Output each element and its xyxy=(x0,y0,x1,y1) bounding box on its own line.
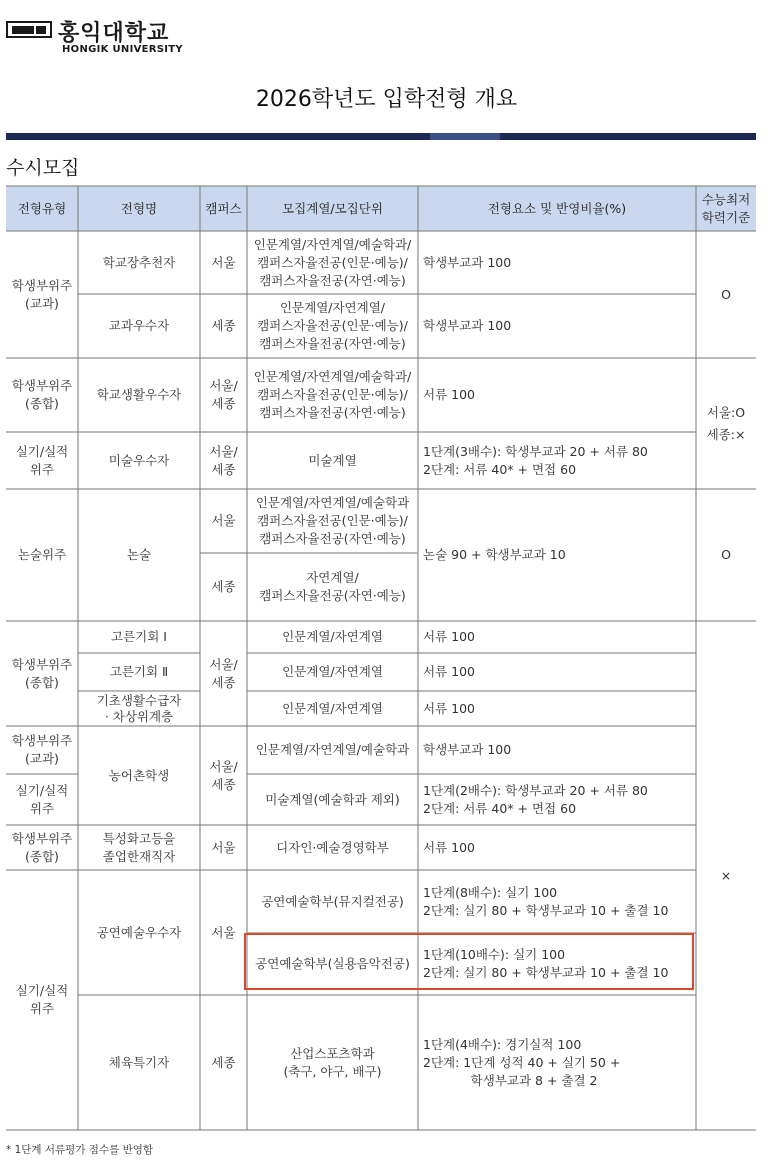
name-cell: 논술 xyxy=(126,547,152,562)
name-cell: 교과우수자 xyxy=(108,318,170,333)
element-cell: 논술 90 + 학생부교과 10 xyxy=(423,547,566,562)
unit-cell: 인문계열/자연계열/예술학과/ 캠퍼스자율전공(인문·예능)/ 캠퍼스자율전공(자연·예능) xyxy=(253,369,412,420)
name-cell: 기초생활수급자 · 차상위계층 xyxy=(96,692,182,724)
type-cell: 학생부위주 (교과) xyxy=(11,277,73,311)
campus-cell: 서울 xyxy=(211,839,236,855)
name-cell: 미술우수자 xyxy=(108,452,170,468)
unit-cell: 미술계열(예술학과 제외) xyxy=(265,791,400,807)
element-cell: 서류 100 xyxy=(423,387,475,402)
name-cell: 공연예술우수자 xyxy=(96,924,182,940)
min-standard-cell: × xyxy=(720,867,732,883)
type-cell: 학생부위주 (교과) xyxy=(11,733,73,766)
type-cell: 학생부위주 (종합) xyxy=(11,830,73,864)
unit-cell: 디자인·예술경영학부 xyxy=(276,839,389,855)
campus-cell: 서울 xyxy=(211,924,236,940)
document-title: 2026학년도 입학전형 개요 xyxy=(255,87,518,112)
unit-cell: 인문계열/자연계열 xyxy=(282,664,383,679)
min-standard-cell: O xyxy=(721,547,731,562)
campus-cell: 서울 xyxy=(211,254,236,270)
element-cell: 1단계(3배수): 학생부교과 20 + 서류 80 2단계: 서류 40* + 면접 60 xyxy=(423,443,648,477)
logo-english-text: HONGIK UNIVERSITY xyxy=(62,44,183,55)
campus-cell: 서울 xyxy=(211,513,236,528)
element-cell: 서류 100 xyxy=(423,700,475,716)
campus-cell: 서울/ 세종 xyxy=(209,656,238,690)
logo-korean-text: 홍익대학교 xyxy=(58,21,170,46)
campus-cell: 서울/ 세종 xyxy=(209,378,238,411)
campus-cell: 세종 xyxy=(211,1054,236,1070)
unit-cell: 인문계열/자연계열/ 캠퍼스자율전공(인문·예능)/ 캠퍼스자율전공(자연·예능) xyxy=(257,300,408,351)
element-cell: 1단계(8배수): 실기 100 2단계: 실기 80 + 학생부교과 10 + 출결 10 xyxy=(423,884,669,918)
header-min-standard: 수능최저 학력기준 xyxy=(701,191,751,225)
type-cell: 실기/실적 위주 xyxy=(15,443,69,477)
type-cell: 논술위주 xyxy=(17,547,67,562)
unit-cell: 자연계열/ 캠퍼스자율전공(자연·예능) xyxy=(259,570,406,603)
campus-cell: 세종 xyxy=(211,579,236,594)
section-title: 수시모집 xyxy=(6,157,80,179)
unit-cell: 인문계열/자연계열 xyxy=(282,700,383,716)
name-cell: 특성화고등을 졸업한재직자 xyxy=(102,830,176,864)
header-elements: 전형요소 및 반영비율(%) xyxy=(487,200,627,216)
name-cell: 체육특기자 xyxy=(108,1054,170,1070)
min-standard-cell: O xyxy=(721,286,731,302)
unit-cell: 공연예술학부(뮤지컬전공) xyxy=(261,893,404,909)
type-cell: 실기/실적 위주 xyxy=(15,782,69,816)
element-cell: 서류 100 xyxy=(423,664,475,679)
min-standard-cell: 서울:O 세종:× xyxy=(706,404,746,442)
unit-cell: 산업스포츠학과 (축구, 야구, 배구) xyxy=(283,1045,382,1079)
type-cell: 실기/실적 위주 xyxy=(15,983,69,1016)
campus-cell: 세종 xyxy=(211,318,236,333)
campus-cell: 서울/ 세종 xyxy=(209,443,238,477)
element-cell: 서류 100 xyxy=(423,629,475,644)
element-cell: 1단계(4배수): 경기실적 100 2단계: 1단계 성적 40 + 실기 50 + 학생부교과 8 + 출결 2 xyxy=(423,1036,621,1088)
unit-cell: 미술계열 xyxy=(308,452,357,468)
type-cell: 학생부위주 (종합) xyxy=(11,378,73,411)
unit-cell: 공연예술학부(실용음악전공) xyxy=(255,956,410,971)
footnote: * 1단계 서류평가 점수를 반영함 xyxy=(6,1144,153,1156)
type-cell: 학생부위주 (종합) xyxy=(11,656,73,690)
name-cell: 고른기회 Ⅰ xyxy=(111,629,167,644)
header-campus: 캠퍼스 xyxy=(205,200,242,216)
element-cell: 1단계(2배수): 학생부교과 20 + 서류 80 2단계: 서류 40* + 면접 60 xyxy=(423,782,648,816)
name-cell: 고른기회 Ⅱ xyxy=(109,664,169,679)
element-cell: 서류 100 xyxy=(423,839,475,855)
unit-cell: 인문계열/자연계열/예술학과 xyxy=(255,742,410,757)
element-cell: 학생부교과 100 xyxy=(423,742,512,757)
header-unit: 모집계열/모집단위 xyxy=(282,200,383,216)
header-type: 전형유형 xyxy=(17,200,67,216)
name-cell: 학교생활우수자 xyxy=(96,387,182,402)
name-cell: 학교장추천자 xyxy=(102,254,176,270)
name-cell: 농어촌학생 xyxy=(108,767,170,783)
header-name: 전형명 xyxy=(120,200,158,216)
element-cell: 학생부교과 100 xyxy=(423,254,512,270)
highlight-box xyxy=(244,933,694,990)
element-cell: 학생부교과 100 xyxy=(423,318,512,333)
unit-cell: 인문계열/자연계열/예술학과/ 캠퍼스자율전공(인문·예능)/ 캠퍼스자율전공(자연·예능) xyxy=(253,236,412,288)
campus-cell: 서울/ 세종 xyxy=(209,758,238,792)
element-cell: 1단계(10배수): 실기 100 2단계: 실기 80 + 학생부교과 10 + 출결 10 xyxy=(423,947,669,980)
unit-cell: 인문계열/자연계열/예술학과 캠퍼스자율전공(인문·예능)/ 캠퍼스자율전공(자연·예능) xyxy=(255,495,410,546)
unit-cell: 인문계열/자연계열 xyxy=(282,629,383,644)
